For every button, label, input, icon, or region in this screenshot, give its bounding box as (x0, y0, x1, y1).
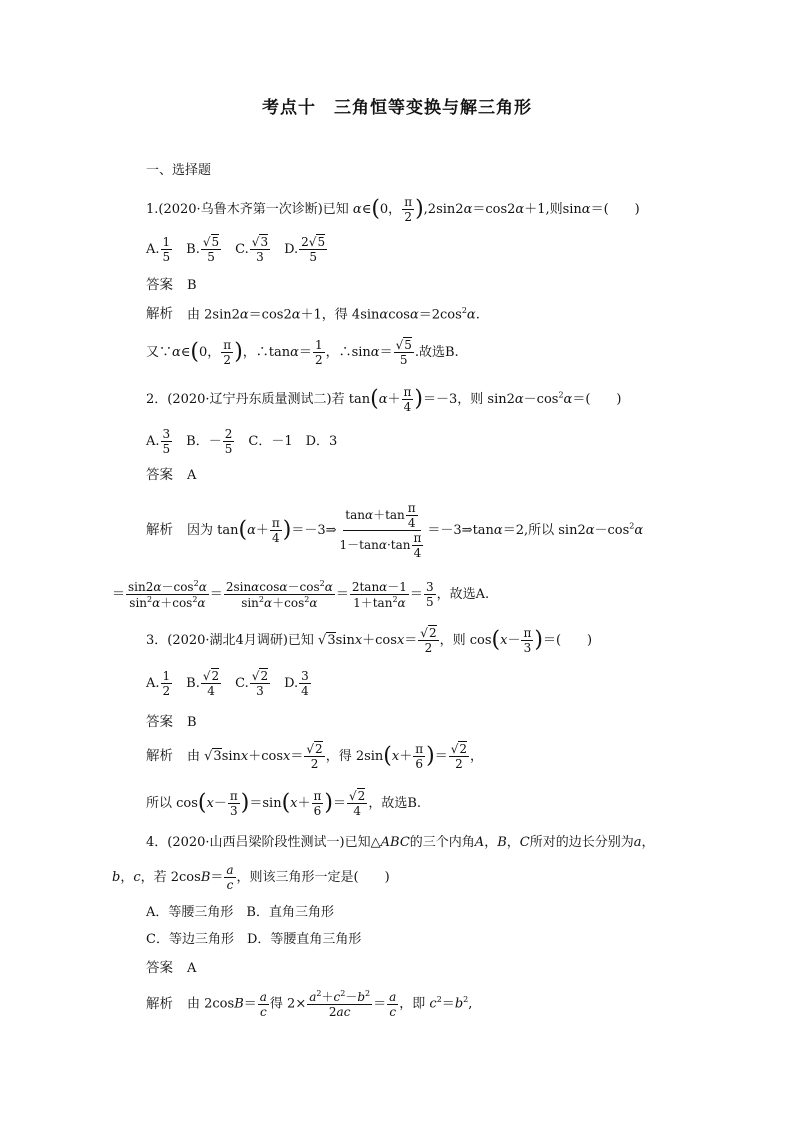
q1-options: A. $\frac{1}{5}$ B. $\frac{√5}{5}$ C. $\frac{√3}{3}$ D. $\frac{2√5}{5}$ (146, 235, 326, 264)
q4-options-2: C．等边三角形 D．等腰直角三角形 (146, 932, 362, 947)
q1-answer: 答案 B (146, 277, 197, 293)
q2-analysis-1: 解析 因为 tan(α＋ $\frac{\pi}{4}$ )＝－3⇒ tanα＋tan $\frac{\pi}{4}$ 1－tanα·tan $\frac{\pi}{4}$ ＝－3⇒tanα＝2,所以 $\sin 2\alpha-\cos^2\alpha$ (146, 501, 644, 560)
q3-options: A. $\frac{1}{2}$ B. $\frac{√2}{4}$ C. $\frac{√2}{3}$ D. $\frac{3}{4}$ (146, 669, 309, 698)
q4-options-1: A．等腰三角形 B．直角三角形 (146, 905, 334, 920)
q1-analysis-2: 又∵α∈(0， $\frac{\pi}{2}$ )，∴tanα＝ $\frac{1}{2}$ ，∴sinα＝ $\frac{√5}{5}$ .故选B. (146, 338, 459, 367)
q2-answer: 答案 A (146, 467, 197, 483)
q3-answer: 答案 B (146, 714, 197, 730)
q3-analysis-1: 解析 由 √3sinx＋cosx＝ $\frac{√2}{2}$ ，得 2sin(x＋ $\frac{\pi}{6}$ )＝ $\frac{√2}{2}$ ， (146, 742, 484, 771)
q4-analysis-1: 解析 由 2cosB＝ $\frac{a}{c}$ 得 2× $\frac{a^2+c^2-b^2}{2ac}$ ＝ $\frac{a}{c}$ ，即 $c^2=b^2$, (146, 989, 473, 1019)
q4-stem-2: b，c，若 2cosB＝ $\frac{a}{c}$ ，则该三角形一定是( ) (112, 863, 390, 892)
q3-stem: 3．(2020·湖北4月调研)已知 √3sinx＋cosx＝ $\frac{√2}{2}$ ，则 cos(x－ $\frac{\pi}{3}$ )＝( ) (146, 626, 593, 655)
page-title: 考点十 三角恒等变换与解三角形 (262, 98, 532, 118)
q1-stem: 1.(2020·乌鲁木齐第一次诊断)已知 α∈(0， $\frac{\pi}{2}$ ),2sin2α＝cos2α＋1,则sinα＝( ) (146, 195, 640, 224)
q3-analysis-2: 所以 cos(x－ $\frac{\pi}{3}$ )＝sin(x＋ $\frac{\pi}{6}$ )＝ $\frac{√2}{4}$ ，故选B. (146, 789, 421, 818)
q4-stem-1: 4．(2020·山西吕梁阶段性测试一)已知△ABC的三个内角A，B，C所对的边长分别为a， (146, 835, 655, 850)
q1-analysis-1: 解析 由 2sin2α＝cos2α＋1，得 $4\sin\alpha\cos\alpha=2\cos^2\alpha$. (146, 306, 480, 323)
q4-answer: 答案 A (146, 960, 197, 976)
section-heading: 一、选择题 (146, 163, 212, 178)
q2-analysis-2: ＝ $\frac{\sin 2\alpha-\cos^2\alpha}{\sin^2\alpha+\cos^2\alpha}$ ＝ $\frac{2\sin\alpha\cos\alpha-\cos^2\alpha}{\sin^2\alpha+\cos^2\alpha}$ ＝ $\frac{2\tan\alpha-1}{1+\tan^2\alpha}$ ＝ $\frac{3}{5}$ ，故选A. (112, 579, 490, 610)
q2-stem: 2．(2020·辽宁丹东质量测试二)若 tan(α＋ $\frac{\pi}{4}$ )＝－3，则 $\sin 2\alpha-\cos^2\alpha=$( ) (146, 385, 622, 414)
q2-options: A. $\frac{3}{5}$ B．－ $\frac{2}{5}$ C．－1 D．3 (146, 427, 338, 456)
